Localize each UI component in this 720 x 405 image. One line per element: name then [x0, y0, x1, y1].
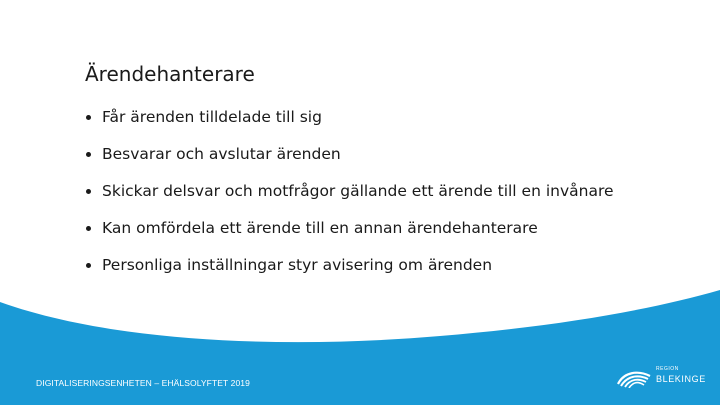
- bullet-dot-icon: [86, 189, 91, 194]
- bullet-text: Skickar delsvar och motfrågor gällande ett ärende till en invånare: [102, 182, 614, 200]
- bullet-dot-icon: [86, 226, 91, 231]
- bullet-text: Kan omfördela ett ärende till en annan ärendehanterare: [102, 219, 538, 237]
- logo-wave-icon: [616, 368, 652, 388]
- bullet-list: [86, 107, 614, 292]
- bullet-item: [86, 181, 614, 218]
- bullet-dot-icon: [86, 115, 91, 120]
- bullet-item: [86, 255, 614, 292]
- bullet-item: [86, 107, 614, 144]
- bullet-dot-icon: [86, 263, 91, 268]
- bullet-item: [86, 218, 614, 255]
- bullet-text: Får ärenden tilldelade till sig: [102, 108, 322, 126]
- logo-blekinge-text: BLEKINGE: [656, 374, 706, 384]
- bullet-text: Personliga inställningar styr avisering om ärenden: [102, 256, 493, 274]
- logo-region-text: REGION: [656, 366, 679, 372]
- bullet-text: Besvarar och avslutar ärenden: [102, 145, 341, 163]
- bullet-dot-icon: [86, 152, 91, 157]
- footer-text: DIGITALISERINGSENHETEN – EHÄLSOLYFTET 2019: [36, 378, 250, 388]
- bullet-item: [86, 144, 614, 181]
- region-blekinge-logo: [616, 366, 706, 392]
- slide-title: Ärendehanterare: [85, 62, 255, 86]
